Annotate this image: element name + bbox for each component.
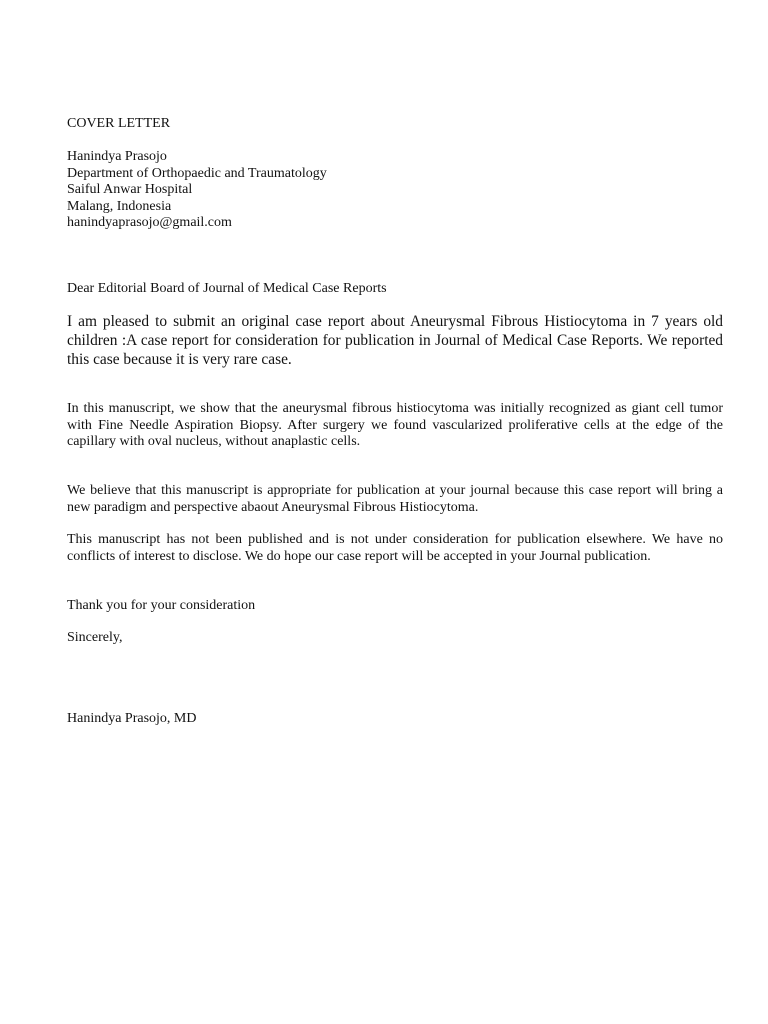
letter-heading: COVER LETTER [67,116,171,131]
paragraph-declaration: This manuscript has not been published and is not under consideration for publication elsewhere. We have no conflicts of interest to disclose. We do hope our case report will be accepted in your Journal publication. [67,532,723,564]
paragraph-belief: We believe that this manuscript is appropriate for publication at your journal because this case report will bring a new paradigm and perspective abaout Aneurysmal Fibrous Histiocytoma. [67,483,723,515]
thanks-line: Thank you for your consideration [67,598,256,613]
salutation: Dear Editorial Board of Journal of Medical Case Reports [67,281,387,296]
sender-email: hanindyaprasojo@gmail.com [67,215,232,230]
closing-line: Sincerely, [67,630,123,645]
paragraph-manuscript: In this manuscript, we show that the aneurysmal fibrous histiocytoma was initially recognized as giant cell tumor with Fine Needle Aspiration Biopsy. After surgery we found vascularized proliferative cells at the edge of the capillary with oval nucleus, without anaplastic cells. [67,401,723,449]
sender-hospital: Saiful Anwar Hospital [67,182,193,197]
paragraph-intro: I am pleased to submit an original case report about Aneurysmal Fibrous Histiocytoma in 7 years old children :A case report for consideration for publication in Journal of Medical Case Reports. We reported this case because it is very rare case. [67,313,723,368]
sender-department: Department of Orthopaedic and Traumatology [67,165,327,181]
sender-address [67,149,723,232]
sender-name: Hanindya Prasojo [67,149,167,164]
sender-location: Malang, Indonesia [67,198,172,214]
signature-name: Hanindya Prasojo, MD [67,711,197,726]
